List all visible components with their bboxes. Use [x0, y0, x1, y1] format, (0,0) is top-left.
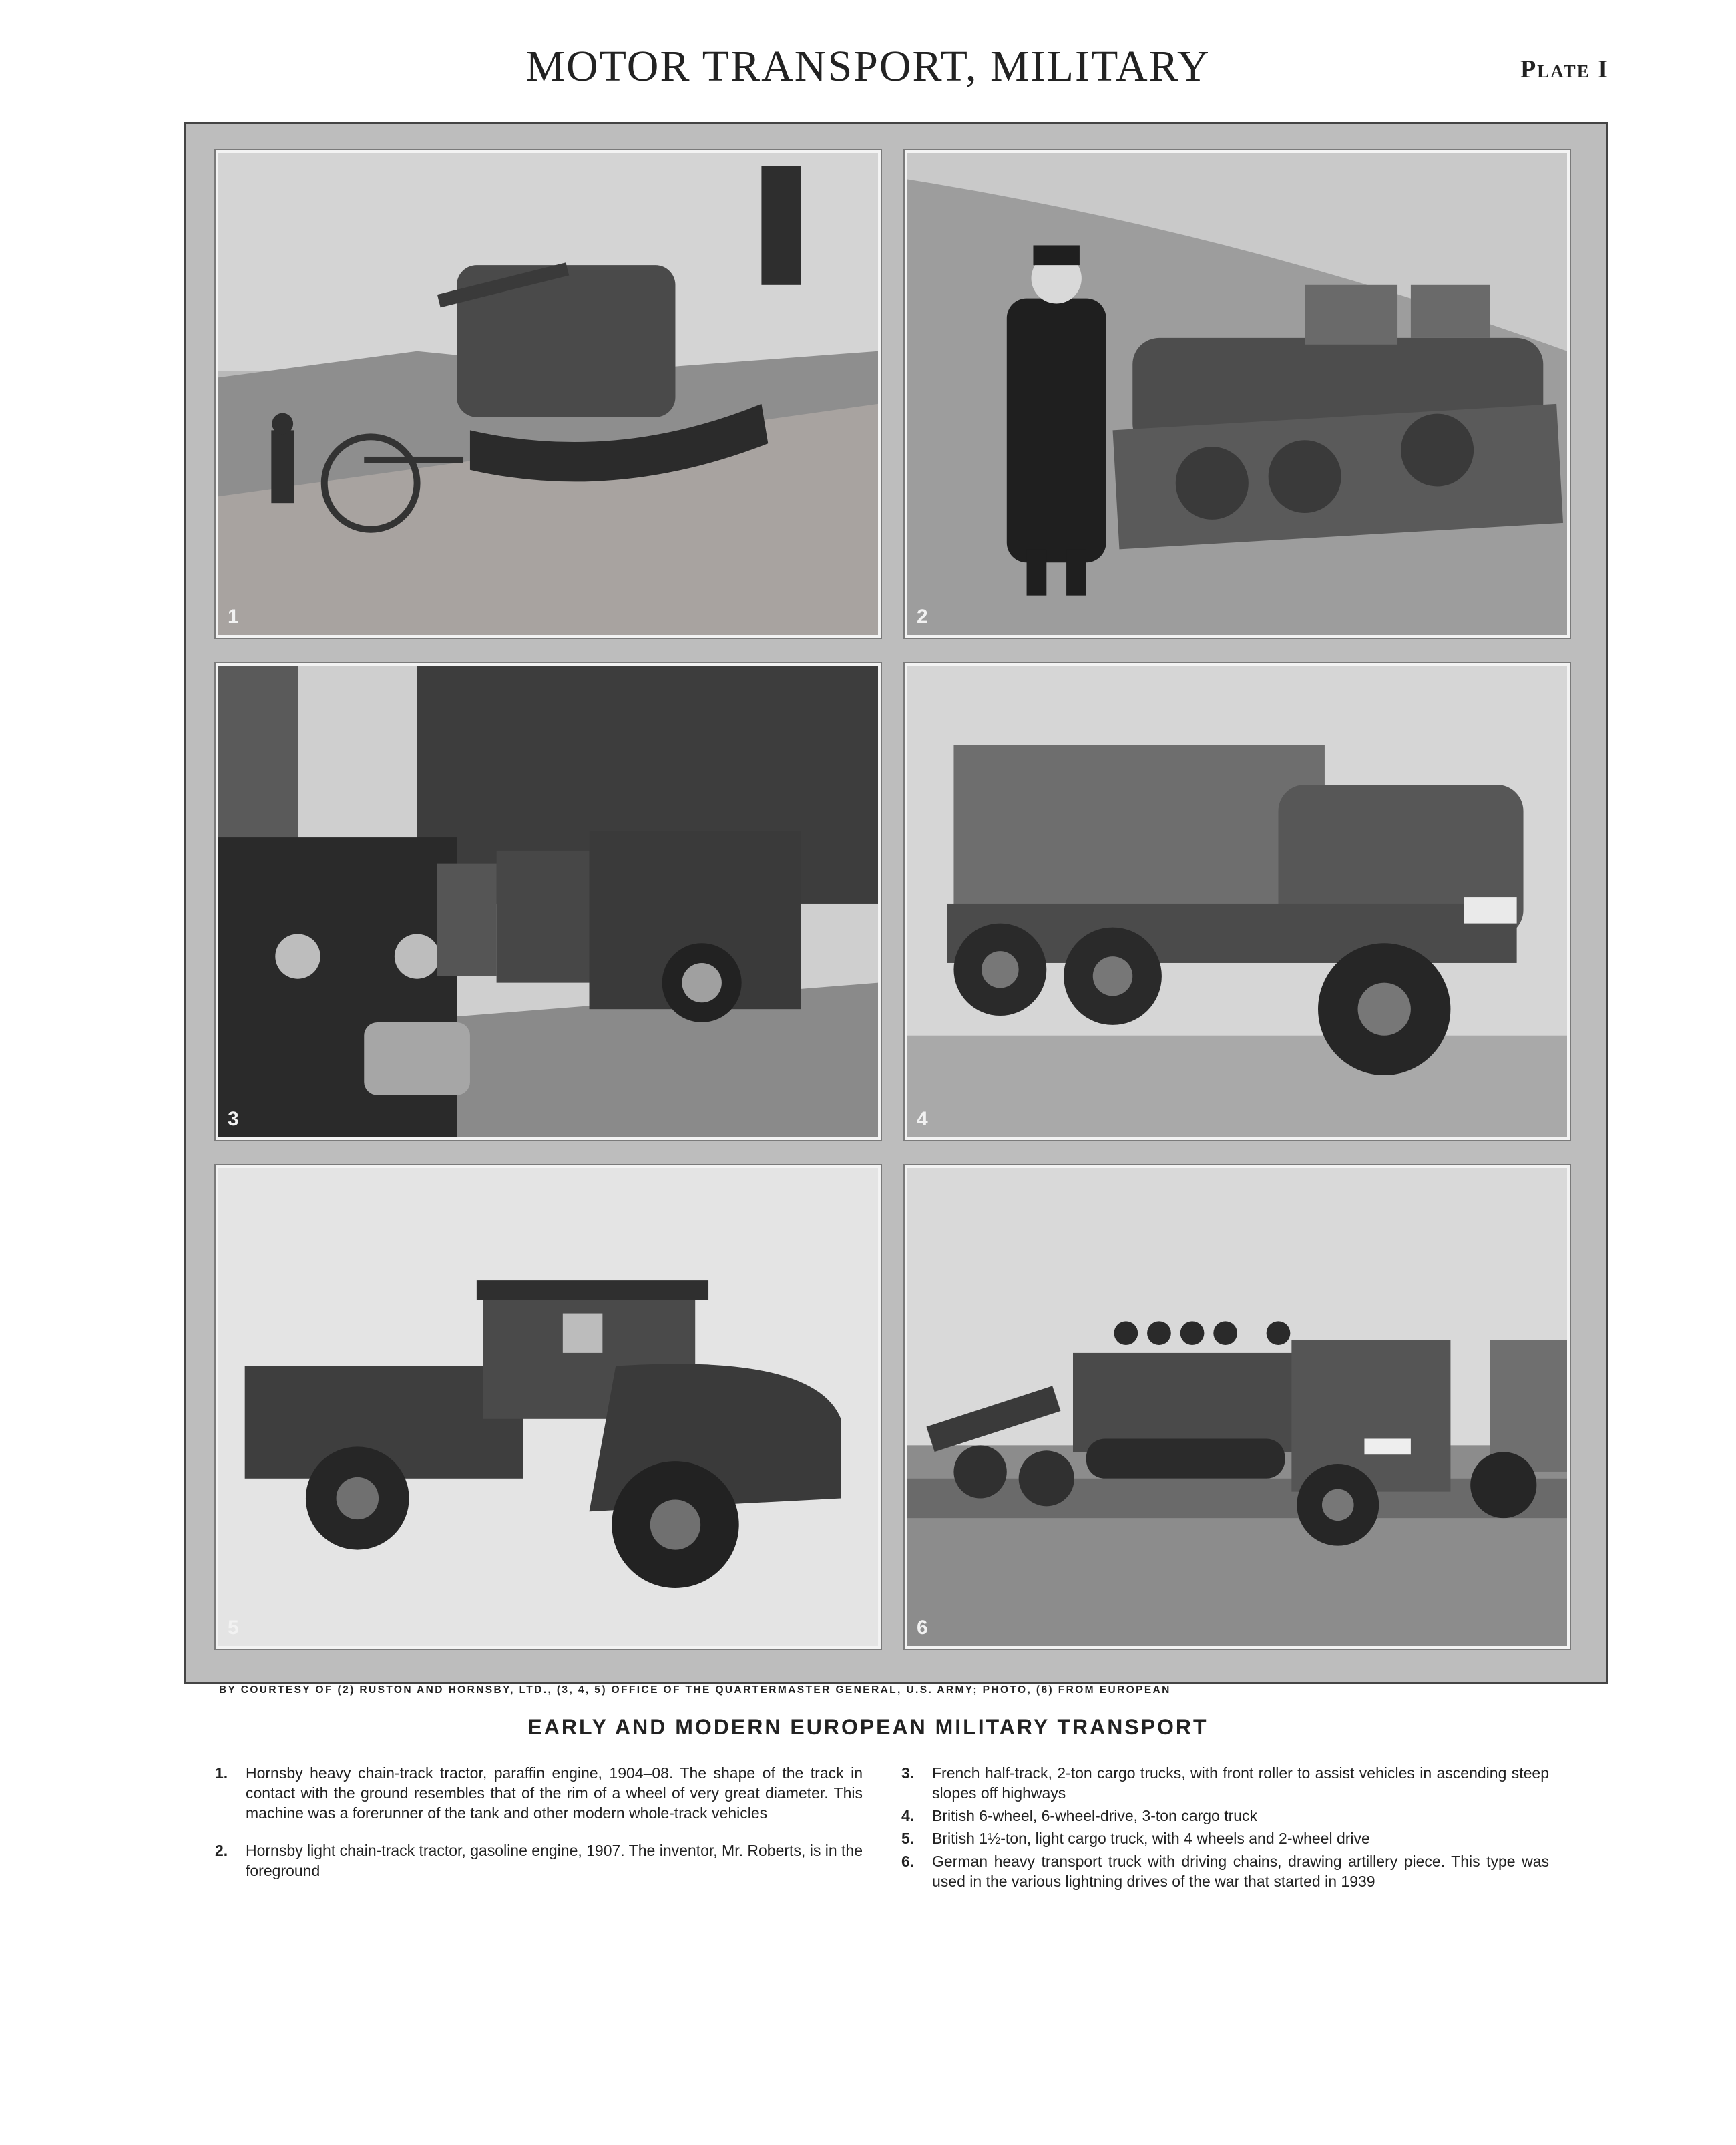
caption-item [901, 1851, 1549, 1891]
page-title: MOTOR TRANSPORT, MILITARY [525, 42, 1211, 91]
truck-photo-illustration [907, 1168, 1567, 1646]
tractor-photo-illustration [218, 153, 878, 635]
photo-number: 6 [917, 1617, 928, 1639]
truck-photo-illustration [907, 666, 1567, 1137]
caption-number: 6. [901, 1852, 915, 1870]
photo-1-heavy-chain-track-tractor [216, 150, 881, 638]
photo-4-british-6-wheel-truck [905, 663, 1570, 1140]
caption-number: 3. [901, 1764, 915, 1782]
captions-left-column [215, 1763, 863, 1898]
photo-number: 4 [917, 1108, 928, 1130]
caption-number: 5. [901, 1830, 915, 1847]
captions-right-column [901, 1763, 1549, 1894]
photo-5-british-light-cargo-truck [216, 1165, 881, 1649]
photo-3-french-half-track-trucks [216, 663, 881, 1140]
caption-item [901, 1763, 1549, 1803]
caption-text: Hornsby heavy chain-track tractor, paraffin engine, 1904–08. The shape of the track in contact with the ground resembles that of the rim of a wheel of very great diameter. This machine was a forerunner of the tank and other modern whole-track vehicles [246, 1764, 863, 1822]
caption-item [901, 1828, 1549, 1848]
truck-photo-illustration [218, 1168, 878, 1646]
caption-text: German heavy transport truck with driving chains, drawing artillery piece. This type was used in the various lightning drives of the war that started in 1939 [932, 1852, 1549, 1890]
caption-text: British 1½-ton, light cargo truck, with 4 wheels and 2-wheel drive [932, 1830, 1370, 1847]
caption-heading: EARLY AND MODERN EUROPEAN MILITARY TRANSPORT [527, 1715, 1209, 1739]
photo-number: 1 [228, 606, 239, 628]
caption-item [215, 1763, 863, 1823]
caption-item [901, 1806, 1549, 1826]
caption-text: French half-track, 2-ton cargo trucks, with front roller to assist vehicles in ascending steep slopes off highways [932, 1764, 1549, 1802]
photo-number: 2 [917, 606, 928, 628]
plate-label: Plate I [1520, 55, 1609, 83]
caption-number: 4. [901, 1807, 915, 1824]
photo-number: 5 [228, 1617, 239, 1639]
photo-credit: BY COURTESY OF (2) RUSTON AND HORNSBY, LTD., (3, 4, 5) OFFICE OF THE QUARTERMASTER GENERAL, U.S. ARMY; PHOTO, (6) FROM EUROPEAN [219, 1684, 1171, 1696]
caption-text: British 6-wheel, 6-wheel-drive, 3-ton cargo truck [932, 1807, 1258, 1824]
caption-item [215, 1840, 863, 1881]
photo-number: 3 [228, 1108, 239, 1130]
caption-number: 2. [215, 1842, 228, 1859]
trucks-photo-illustration [218, 666, 878, 1137]
photo-plate [184, 122, 1608, 1684]
caption-number: 1. [215, 1764, 228, 1782]
photo-2-light-chain-track-tractor [905, 150, 1570, 638]
photo-6-german-half-track-artillery [905, 1165, 1570, 1649]
tractor-photo-illustration [907, 153, 1567, 635]
caption-text: Hornsby light chain-track tractor, gasoline engine, 1907. The inventor, Mr. Roberts, is in the foreground [246, 1842, 863, 1879]
